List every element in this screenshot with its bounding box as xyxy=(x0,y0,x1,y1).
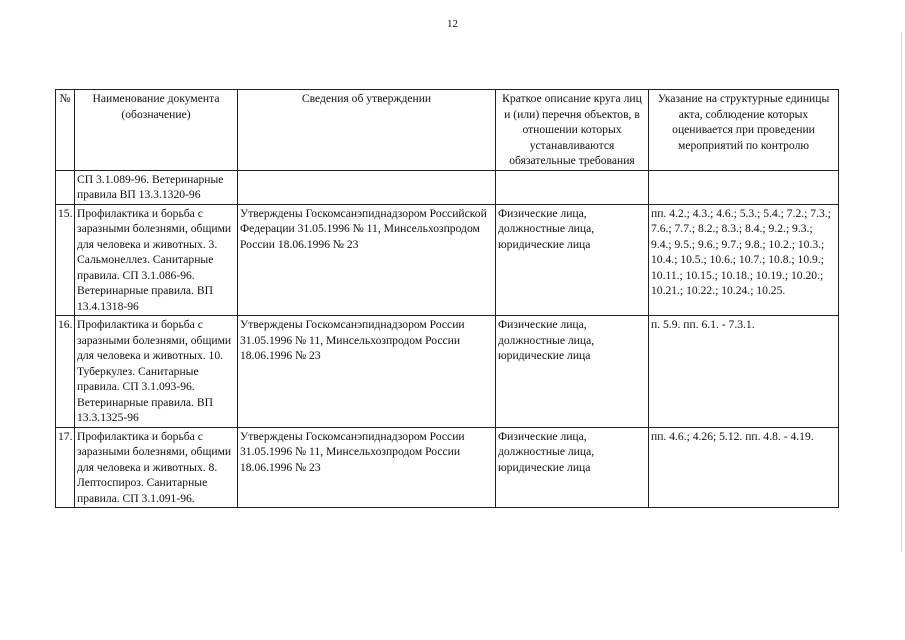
approval-cell: Утверждены Госкомсанэпиднадзором России 31.05.1996 № 11, Минсельхозпродом России 18.06.1996 № 23 xyxy=(238,427,496,508)
row-number xyxy=(56,170,75,204)
header-structural-units: Указание на структурные единицы акта, соблюдение которых оценивается при проведении мероприятий по контролю xyxy=(649,90,839,171)
structural-units-cell: пп. 4.2.; 4.3.; 4.6.; 5.3.; 5.4.; 7.2.; 7.3.; 7.6.; 7.7.; 8.2.; 8.3.; 8.4.; 9.2.; 9.3.; 9.4.; 9.5.; 9.6.; 9.7.; 9.8.; 10.2.; 10.3.; 10.4.; 10.5.; 10.6.; 10.7.; 10.8.; 10.9.; 10.11.; 10.15.; 10.18.; 10.19.; 10.20.; 10.21.; 10.22.; 10.24.; 10.25. xyxy=(649,204,839,316)
persons-cell: Физические лица, должностные лица, юридические лица xyxy=(496,427,649,508)
page-number: 12 xyxy=(447,18,458,30)
structural-units-cell: пп. 4.6.; 4.26; 5.12. пп. 4.8. - 4.19. xyxy=(649,427,839,508)
persons-cell: Физические лица, должностные лица, юридические лица xyxy=(496,316,649,428)
persons-cell: Физические лица, должностные лица, юридические лица xyxy=(496,204,649,316)
document-name-cell: Профилактика и борьба с заразными болезнями, общими для человека и животных. 10. Туберкулез. Санитарные правила. СП 3.1.093-96. Ветеринарные правила. ВП 13.3.1325-96 xyxy=(75,316,238,428)
structural-units-cell: п. 5.9. пп. 6.1. - 7.3.1. xyxy=(649,316,839,428)
document-name-cell: СП 3.1.089-96. Ветеринарные правила ВП 13.3.1320-96 xyxy=(75,170,238,204)
document-name-cell: Профилактика и борьба с заразными болезнями, общими для человека и животных. 3. Сальмонеллез. Санитарные правила. СП 3.1.086-96. Ветеринарные правила. ВП 13.4.1318-96 xyxy=(75,204,238,316)
table-row xyxy=(56,204,839,316)
table-header-row xyxy=(56,90,839,171)
approval-cell: Утверждены Госкомсанэпиднадзором России 31.05.1996 № 11, Минсельхозпродом России 18.06.1996 № 23 xyxy=(238,316,496,428)
header-persons-description: Краткое описание круга лиц и (или) перечня объектов, в отношении которых устанавливаются обязательные требования xyxy=(496,90,649,171)
header-approval-info: Сведения об утверждении xyxy=(238,90,496,171)
header-number: № xyxy=(56,90,75,171)
header-document-name: Наименование документа (обозначение) xyxy=(75,90,238,171)
row-number: 15. xyxy=(56,204,75,316)
approval-cell: Утверждены Госкомсанэпиднадзором Российской Федерации 31.05.1996 № 11, Минсельхозпродом России 18.06.1996 № 23 xyxy=(238,204,496,316)
approval-cell xyxy=(238,170,496,204)
persons-cell xyxy=(496,170,649,204)
requirements-table xyxy=(55,89,839,508)
table-row xyxy=(56,170,839,204)
document-name-cell: Профилактика и борьба с заразными болезнями, общими для человека и животных. 8. Лептоспироз. Санитарные правила. СП 3.1.091-96. xyxy=(75,427,238,508)
scan-edge-line xyxy=(901,32,902,552)
table-row xyxy=(56,427,839,508)
table-row xyxy=(56,316,839,428)
row-number: 17. xyxy=(56,427,75,508)
structural-units-cell xyxy=(649,170,839,204)
row-number: 16. xyxy=(56,316,75,428)
